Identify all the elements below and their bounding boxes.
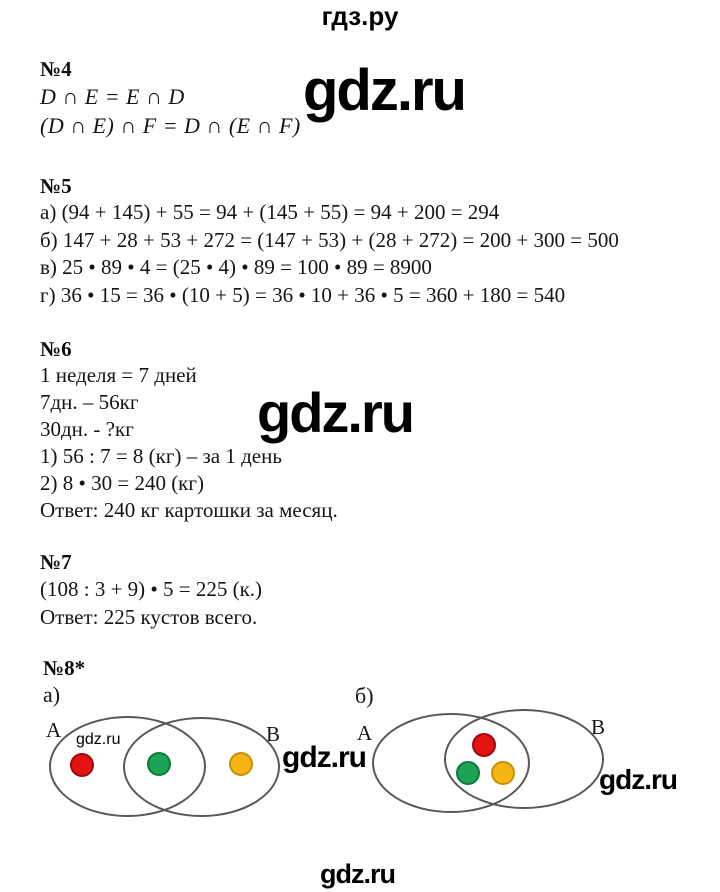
- problem-6-line-5: 2) 8 • 30 = 240 (кг): [40, 471, 204, 495]
- problem-6-line-3: 30дн. - ?кг: [40, 417, 134, 441]
- watermark-mid-large: gdz.ru: [257, 381, 413, 444]
- diagram-b-set-b-label: B: [591, 715, 606, 739]
- problem-5-line-a: а) (94 + 145) + 55 = 94 + (145 + 55) = 94 + 200 = 294: [40, 200, 500, 224]
- diagram-a-set-b-label: B: [266, 722, 281, 746]
- problem-5-line-v: в) 25 • 89 • 4 = (25 • 4) • 89 = 100 • 89 = 8900: [40, 255, 432, 279]
- diagram-b-set-a-label: A: [357, 721, 373, 745]
- diagram-a-set-a-label: A: [46, 718, 62, 742]
- problem-8: [43, 656, 85, 681]
- problem-5-line-b: б) 147 + 28 + 53 + 272 = (147 + 53) + (28 + 272) = 200 + 300 = 500: [40, 227, 619, 252]
- watermark-top-large: gdz.ru: [303, 58, 465, 123]
- diagram-b-red-dot: [472, 733, 496, 757]
- diagram-b-label: б): [355, 683, 374, 708]
- diagram-a-red-dot: [70, 753, 94, 777]
- problem-7: [40, 550, 262, 631]
- diagram-b-ellipse-b: [444, 709, 604, 809]
- problem-4-line-2: (D ∩ E) ∩ F = D ∩ (E ∩ F): [40, 113, 301, 138]
- problem-8-number: №8*: [43, 656, 86, 680]
- problem-6-line-1: 1 неделя = 7 дней: [40, 363, 197, 387]
- problem-6-number: №6: [40, 337, 72, 361]
- watermark-right: gdz.ru: [599, 764, 677, 795]
- problem-7-number: №7: [40, 550, 72, 574]
- diagram-a-label: а): [43, 682, 61, 707]
- diagram-a-green-dot: [147, 752, 171, 776]
- diagram-b-green-dot: [456, 761, 480, 785]
- problem-5: [40, 174, 619, 309]
- problem-5-number: №5: [40, 174, 72, 198]
- watermark-inside-ellipse: gdz.ru: [76, 731, 121, 748]
- problem-7-line-1: (108 : 3 + 9) • 5 = 225 (к.): [40, 577, 263, 601]
- watermark-between-diagrams: gdz.ru: [282, 741, 366, 774]
- problem-6-line-4: 1) 56 : 7 = 8 (кг) – за 1 день: [40, 444, 282, 468]
- diagram-a-yellow-dot: [229, 752, 253, 776]
- problem-4-line-1: D ∩ E = E ∩ D: [40, 84, 185, 109]
- site-header-title: гдз.ру: [321, 1, 399, 31]
- problem-4: [40, 57, 301, 140]
- problem-6-line-2: 7дн. – 56кг: [40, 390, 139, 414]
- problem-5-line-g: г) 36 • 15 = 36 • (10 + 5) = 36 • 10 + 36 • 5 = 360 + 180 = 540: [40, 282, 566, 307]
- problem-4-number: №4: [40, 57, 72, 81]
- problem-6-answer: Ответ: 240 кг картошки за месяц.: [40, 498, 338, 522]
- problem-7-answer: Ответ: 225 кустов всего.: [40, 605, 258, 629]
- diagram-b-yellow-dot: [491, 761, 515, 785]
- watermark-bottom: gdz.ru: [320, 859, 395, 889]
